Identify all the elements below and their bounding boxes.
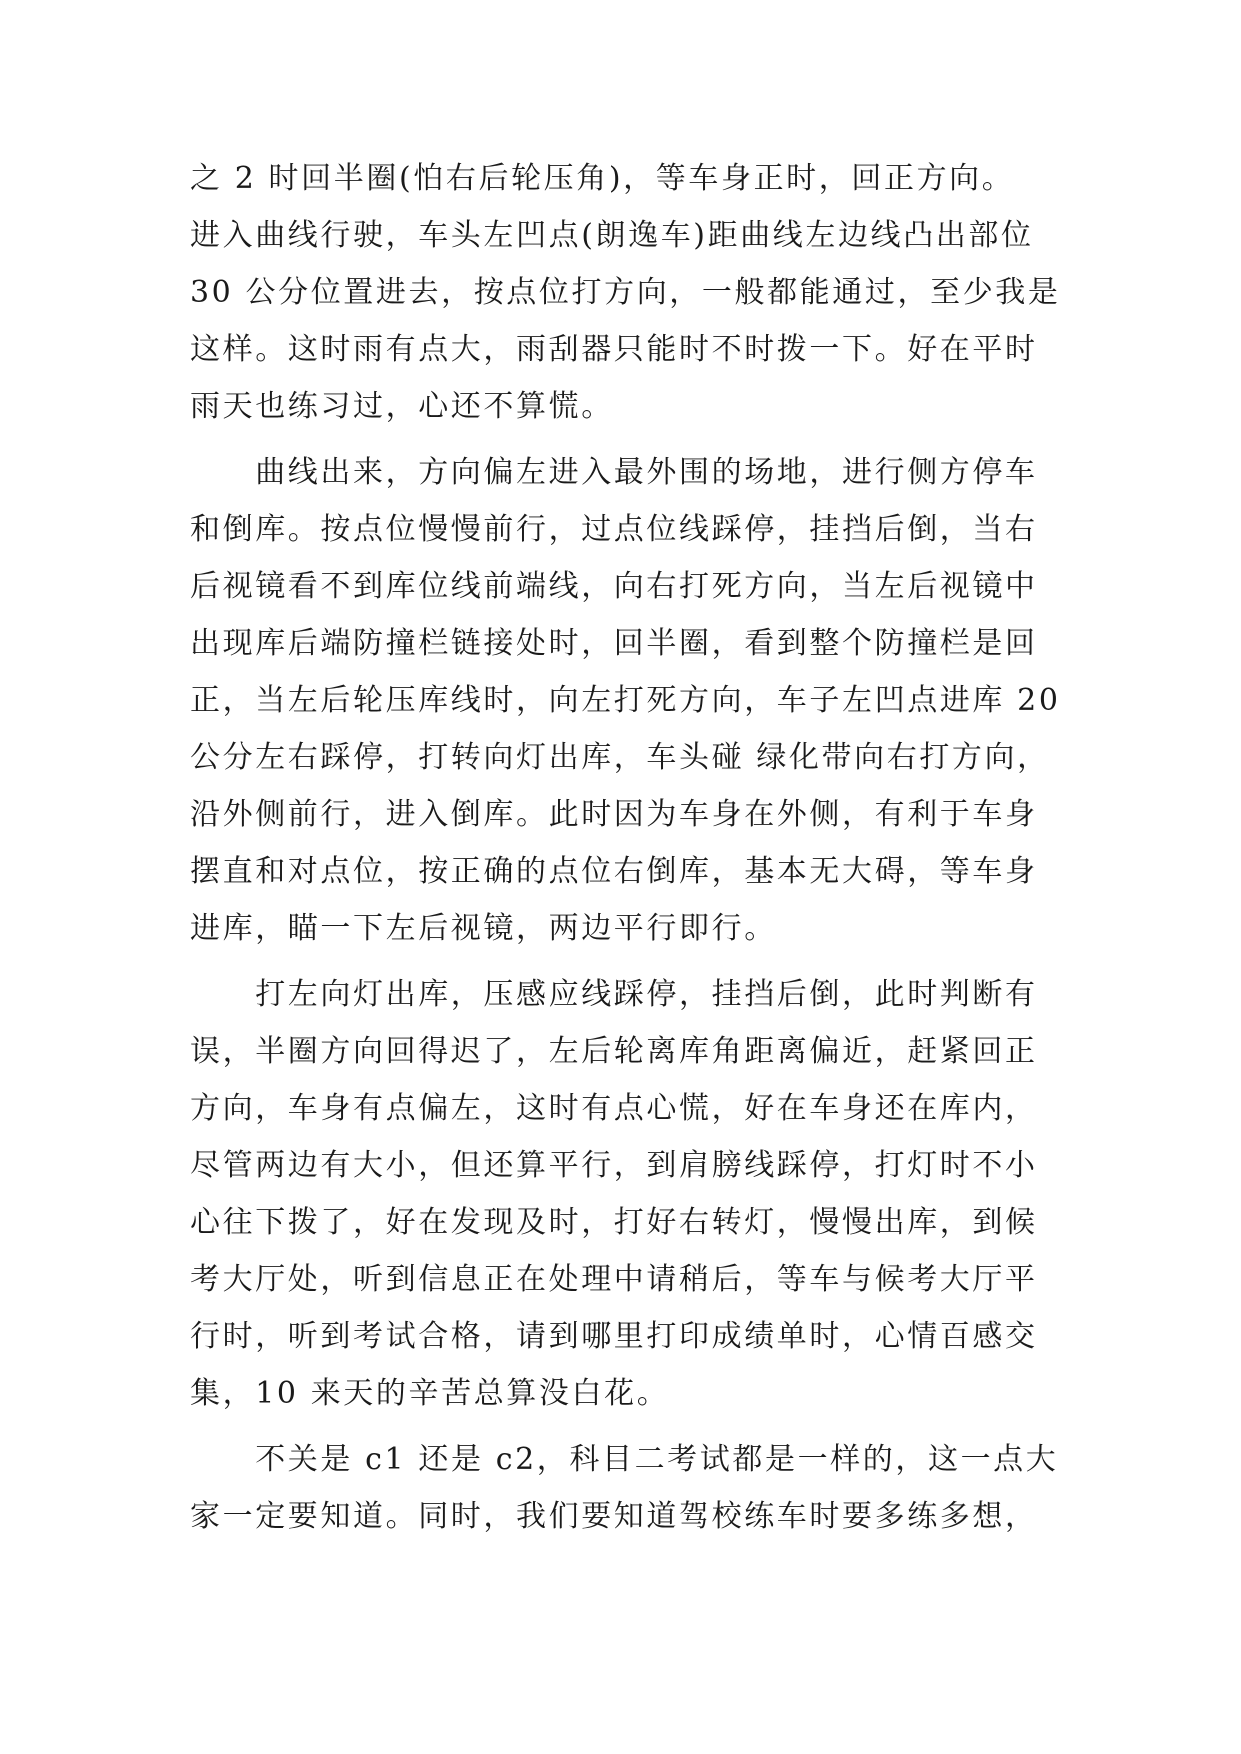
text-line: 摆直和对点位，按正确的点位右倒库，基本无大碍，等车身 — [190, 854, 1038, 889]
paragraph — [190, 1431, 1059, 1545]
text-line: 曲线出来，方向偏左进入最外围的场地，进行侧方停车 — [190, 455, 1038, 490]
paragraph-spacer — [190, 1422, 1050, 1431]
text-line: 家一定要知道。同时，我们要知道驾校练车时要多练多想， — [190, 1499, 1038, 1534]
text-line: 30 公分位置进去，按点位打方向，一般都能通过，至少我是 — [190, 275, 1061, 310]
paragraph — [190, 444, 1061, 957]
text-line: 考大厅处，听到信息正在处理中请稍后，等车与候考大厅平 — [190, 1262, 1038, 1297]
text-line: 后视镜看不到库位线前端线，向右打死方向，当左后视镜中 — [190, 569, 1038, 604]
paragraph — [190, 150, 1061, 435]
text-line: 进库，瞄一下左后视镜，两边平行即行。 — [190, 911, 777, 946]
text-line: 之 2 时回半圈(怕右后轮压角)，等车身正时，回正方向。 — [190, 161, 1015, 196]
text-line: 心往下拨了，好在发现及时，打好右转灯，慢慢出库，到候 — [190, 1205, 1038, 1240]
text-line: 进入曲线行驶，车头左凹点(朗逸车)距曲线左边线凸出部位 — [190, 218, 1034, 253]
text-line: 出现库后端防撞栏链接处时，回半圈，看到整个防撞栏是回 — [190, 626, 1038, 661]
text-line: 沿外侧前行，进入倒库。此时因为车身在外侧，有利于车身 — [190, 797, 1038, 832]
paragraph-spacer — [190, 435, 1050, 444]
text-line: 方向，车身有点偏左，这时有点心慌，好在车身还在库内， — [190, 1091, 1038, 1126]
text-line: 雨天也练习过，心还不算慌。 — [190, 389, 614, 424]
text-line: 这样。这时雨有点大，雨刮器只能时不时拨一下。好在平时 — [190, 332, 1038, 367]
text-line: 尽管两边有大小，但还算平行，到肩膀线踩停，打灯时不小 — [190, 1148, 1038, 1183]
paragraph — [190, 966, 1050, 1422]
text-line: 不关是 c1 还是 c2，科目二考试都是一样的，这一点大 — [190, 1442, 1059, 1477]
text-line: 正，当左后轮压库线时，向左打死方向，车子左凹点进库 20 — [190, 683, 1061, 718]
text-line: 行时，听到考试合格，请到哪里打印成绩单时，心情百感交 — [190, 1319, 1038, 1354]
text-line: 集，10 来天的辛苦总算没白花。 — [190, 1376, 670, 1411]
text-line: 打左向灯出库，压感应线踩停，挂挡后倒，此时判断有 — [190, 977, 1038, 1012]
text-line: 误，半圈方向回得迟了，左后轮离库角距离偏近，赶紧回正 — [190, 1034, 1038, 1069]
paragraph-spacer — [190, 957, 1050, 966]
text-line: 和倒库。按点位慢慢前行，过点位线踩停，挂挡后倒，当右 — [190, 512, 1038, 547]
text-line: 公分左右踩停，打转向灯出库，车头碰 绿化带向右打方向， — [190, 740, 1050, 775]
document-body — [190, 150, 1061, 1545]
